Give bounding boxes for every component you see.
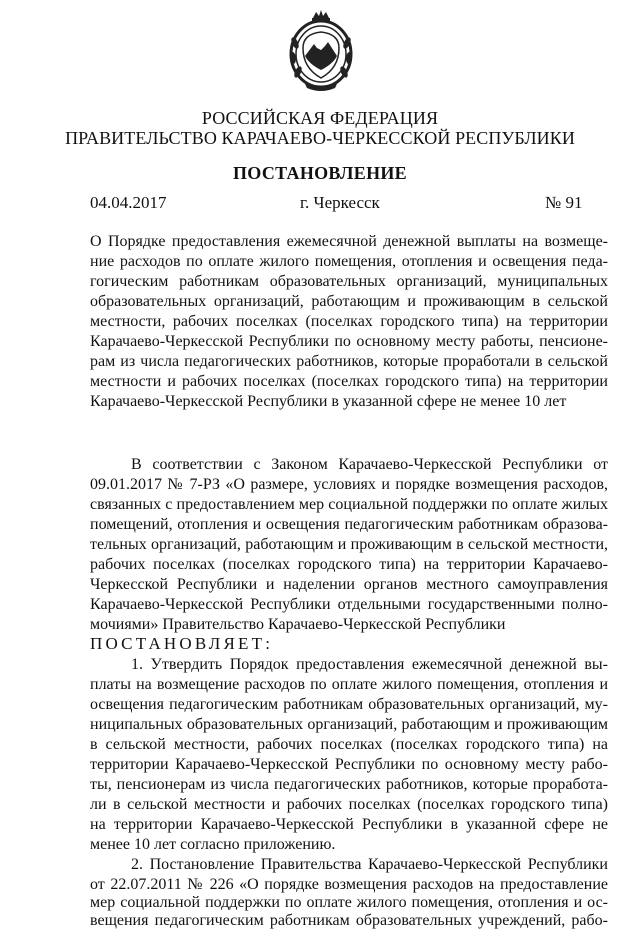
document-type-title: ПОСТАНОВЛЕНИЕ bbox=[233, 163, 407, 183]
item-2-line: от 22.07.2011 № 226 «О порядке возмещения расходов на предоставление bbox=[90, 876, 608, 893]
preamble-line: рабочих поселках (поселках городского типа) на территории Карачаево- bbox=[90, 556, 608, 573]
preamble-line: 09.01.2017 № 7-РЗ «О размере, условиях и порядке возмещения расходов, bbox=[90, 476, 608, 493]
preamble-line: Черкесской Республики и наделении органов местного самоуправления bbox=[90, 576, 608, 593]
country-heading: РОССИЙСКАЯ ФЕДЕРАЦИЯ bbox=[201, 108, 439, 128]
subject-line: местности и рабочих поселках (поселках городского типа) на территории bbox=[90, 373, 608, 390]
item-1-line: на территории Карачаево-Черкесской Республики в указанной сфере не bbox=[90, 816, 608, 833]
preamble-line: Карачаево-Черкесской Республики отдельными государственными полно- bbox=[90, 596, 608, 613]
government-heading: ПРАВИТЕЛЬСТВО КАРАЧАЕВО-ЧЕРКЕССКОЙ РЕСПУБЛИКИ bbox=[65, 128, 575, 148]
item-2-line: мер социальной поддержки по оплате жилого помещения, отопления и ос- bbox=[90, 894, 608, 911]
item-1-line: платы на возмещение расходов по оплате жилого помещения, отопления и bbox=[90, 676, 608, 693]
preamble-line: В соответствии с Законом Карачаево-Черкесской Республики от bbox=[131, 456, 608, 473]
subject-line: образовательных организаций, работающим и проживающим в сельской bbox=[90, 293, 608, 310]
subject-line: гогическим работникам образовательных организаций, муниципальных bbox=[90, 273, 608, 290]
item-1-line: ниципальных образовательных организаций, работающим и проживающим bbox=[90, 716, 608, 733]
item-1-line: ли в сельской местности и рабочих поселках (поселках городского типа) bbox=[90, 796, 608, 813]
preamble-line: связанных с предоставлением мер социальной поддержки по оплате жилых bbox=[90, 496, 608, 513]
subject-line: Карачаево-Черкесской Республики по основному месту работы, пенсионе- bbox=[90, 333, 608, 350]
coat-of-arms-emblem bbox=[287, 8, 355, 92]
item-1-line: 1. Утвердить Порядок предоставления ежемесячной денежной вы- bbox=[131, 656, 608, 673]
resolves-heading: ПОСТАНОВЛЯЕТ: bbox=[90, 634, 274, 653]
item-2-line: 2. Постановление Правительства Карачаево-Черкесской Республики bbox=[131, 856, 608, 873]
subject-line: Карачаево-Черкесской Республики в указанной сфере не менее 10 лет bbox=[90, 393, 567, 410]
item-1-line: освещения педагогическим работникам образовательных организаций, му- bbox=[90, 696, 608, 713]
document-city: г. Черкесск bbox=[300, 193, 380, 212]
document-date: 04.04.2017 bbox=[90, 193, 167, 212]
preamble-line: мочиями» Правительство Карачаево-Черкесской Республики bbox=[90, 616, 506, 633]
item-2-line: вещения педагогическим работникам образовательных учреждений, рабо- bbox=[90, 912, 608, 929]
subject-line: местности, рабочих поселках (поселках городского типа) на территории bbox=[90, 313, 608, 330]
preamble-line: помещений, отопления и освещения педагогическим работникам образова- bbox=[90, 516, 608, 533]
item-1-line: территории Карачаево-Черкесской Республики по основному месту рабо- bbox=[90, 756, 608, 773]
subject-line: ние расходов по оплате жилого помещения, отопления и освещения педа- bbox=[90, 253, 608, 270]
item-1-line: ты, пенсионерам из числа педагогических работников, которые проработа- bbox=[90, 776, 608, 793]
document-number: № 91 bbox=[545, 193, 583, 212]
item-1-line: менее 10 лет согласно приложению. bbox=[90, 836, 336, 853]
item-1-line: в сельской местности, рабочих поселках (поселках городского типа) на bbox=[90, 736, 608, 753]
subject-line: рам из числа педагогических работников, которые проработали в сельской bbox=[90, 353, 608, 370]
subject-line: О Порядке предоставления ежемесячной денежной выплаты на возмеще- bbox=[90, 233, 608, 250]
preamble-line: тельных организаций, работающим и проживающим в сельской местности, bbox=[90, 536, 608, 553]
